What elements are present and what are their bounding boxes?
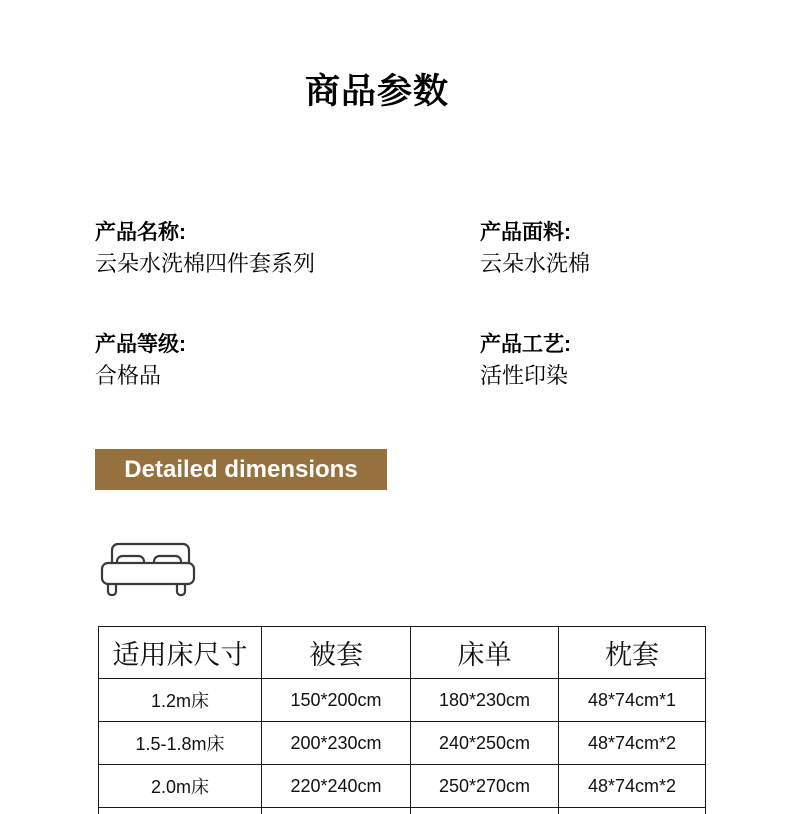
- cell-pillowcase: 48*74cm*2: [559, 765, 706, 808]
- table-row: [99, 679, 706, 722]
- detailed-dimensions-banner: [95, 449, 387, 490]
- table-row: [99, 722, 706, 765]
- size-table: [98, 626, 706, 814]
- spec-label: 产品名称:: [95, 221, 186, 244]
- size-table-header-row: [99, 627, 706, 679]
- col-header-bed-sheet: 床单: [411, 627, 559, 679]
- spec-value: 活性印染: [480, 363, 569, 388]
- spec-product-fabric: [480, 220, 735, 277]
- cell-duvet-cover: 220*240cm: [262, 765, 411, 808]
- cell-bed-sheet: 250*270cm: [411, 765, 559, 808]
- spec-label: 产品工艺:: [480, 333, 571, 356]
- spec-product-grade: [95, 332, 480, 389]
- cell-pillowcase: 48*74cm*2: [559, 722, 706, 765]
- cell-bed-sheet: 180*230cm: [411, 679, 559, 722]
- spec-label: 产品面料:: [480, 221, 571, 244]
- spec-label: 产品等级:: [95, 333, 186, 356]
- cell-empty: [99, 808, 262, 814]
- spec-value: 云朵水洗棉四件套系列: [95, 251, 316, 276]
- table-row: [99, 765, 706, 808]
- col-header-duvet-cover: 被套: [262, 627, 411, 679]
- cell-bed-size: 1.2m床: [99, 679, 262, 722]
- cell-duvet-cover: 200*230cm: [262, 722, 411, 765]
- cell-bed-size: 1.5-1.8m床: [99, 722, 262, 765]
- detailed-dimensions-label: Detailed dimensions: [124, 455, 358, 483]
- cell-pillowcase: 48*74cm*1: [559, 679, 706, 722]
- cell-empty: [559, 808, 706, 814]
- page-title: 商品参数: [304, 72, 449, 111]
- cell-duvet-cover: 150*200cm: [262, 679, 411, 722]
- spec-value: 合格品: [95, 363, 162, 388]
- spec-value: 云朵水洗棉: [480, 251, 591, 276]
- cell-empty: [411, 808, 559, 814]
- spec-product-craft: [480, 332, 735, 389]
- col-header-pillowcase: 枕套: [559, 627, 706, 679]
- spec-product-name: [95, 220, 480, 277]
- product-specs: [95, 220, 735, 389]
- bed-icon: [100, 536, 200, 598]
- cell-empty: [262, 808, 411, 814]
- col-header-bed-size: 适用床尺寸: [99, 627, 262, 679]
- cell-bed-size: 2.0m床: [99, 765, 262, 808]
- table-row-clipped: [99, 808, 706, 814]
- cell-bed-sheet: 240*250cm: [411, 722, 559, 765]
